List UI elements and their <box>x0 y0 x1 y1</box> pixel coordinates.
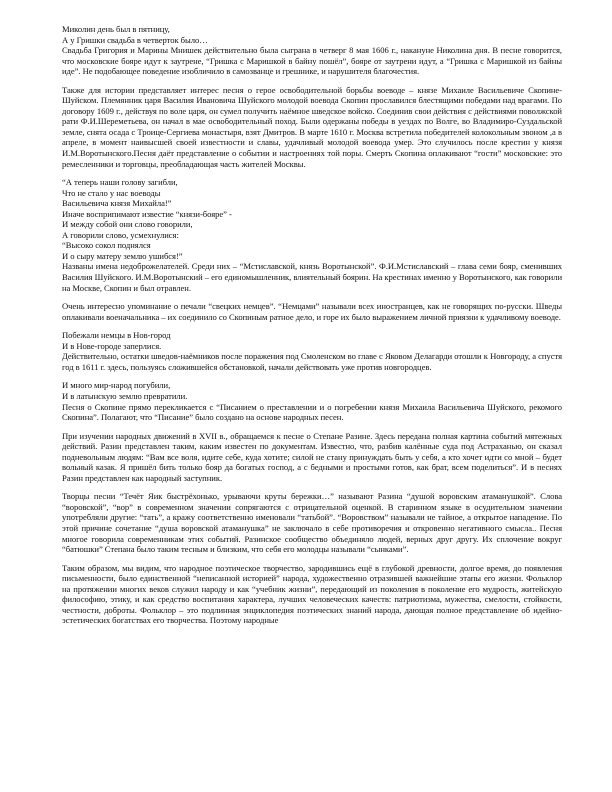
verse-line: И много мир-народ погубили, <box>62 380 171 391</box>
paragraph: Названы имена недоброжелателей. Среди них – “Мстиславской, князь Воротынской”. Ф.И.Мстиславский – глава семи бояр, сменивших Василия Шуйского. И.М.Воротынский – его единомышленник, влиятельный боярин. На крестинах именно у Воротынского, как говорили на Москве, Скопин и был отравлен. <box>62 261 562 293</box>
paragraph: При изучении народных движений в XVII в., обращаемся к песне о Степане Разине. Здесь передана полная картина событий мятежных действий. Разин представлен таким, каким известен по документам. Известно, что, разбив калённые суда под Астраханью, он сказал подневольным людям: “Вам все воля, идите себе, куда хотите; силой не стану принуждать быть у себя, а кто хочет идти со мной – будет вольный казак. Я пришёл бить только бояр да богатых господ, а с бедными и простыми готов, как брат, всем поделиться”. И в песнях Разин представлен как народный заступник. <box>62 430 562 483</box>
verse-line: Иначе восприпимают известие “князи-бояре” - <box>62 208 232 219</box>
text-block <box>62 24 562 77</box>
paragraph: Очень интересно упоминание о печали “свецких немцев”. “Немцами” называли всех иностранцев, как не говорящих по-русски. Шведы оплакивали военачальника – их соединило со Скопиным ратное дело, и горе их было выражением личной приязни к удачливому воеводе. <box>62 301 562 322</box>
text-block <box>62 380 562 422</box>
document-page <box>62 24 562 634</box>
text-block <box>62 563 562 626</box>
verse-line: А говорили слово, усмехнулися: <box>62 229 179 240</box>
verse-line: И о сыру матеру землю ушибся!” <box>62 250 183 261</box>
verse-line: Васильевича князя Михайла!” <box>62 198 172 209</box>
paragraph: Свадьба Григория и Марины Мнишек действительно была сыграна в четверг 8 мая 1606 г., накануне Николина дня. В песне говорится, что московские бояре идут к заутрене, “Гришка с Маришкой в байну пошёл”, бояре от заутрени идут, а “Гришка с Маришкой из байны иде”. Не подобающее поведение изобличило в самозванце и грешнике, и нарушителя благочестия. <box>62 45 562 77</box>
text-block <box>62 85 562 169</box>
text-block <box>62 431 562 484</box>
verse-line: Что не стало у нас воеводы <box>62 187 161 198</box>
text-block <box>62 301 562 322</box>
verse-line: “А теперь наши голову загибли, <box>62 177 178 188</box>
verse-line: И в латынскую землю превратили. <box>62 390 188 401</box>
verse-line: Побежали немцы в Нов-город <box>62 330 171 341</box>
verse-line: И в Нове-городе заперлися. <box>62 340 162 351</box>
paragraph: Творцы песни “Течёт Яик быстрёхонько, урываючи круты бережки…” называют Разина “душой воровским атаманушкой”. Слова “воровской”, “вор” в современном значении сопрягаются с отрицательной оценкой. В старинном языке в осудительном значении употребляли другие: “тать”, а кражу соответственно именовали “татьбой”. “Воровством” называли не тайное, а открытое нападение. По этой причине сочетание “душа воровской атаманушка” не заключало в себе противоречия и откровенно негативного смысла.. Песня многое говорила современникам этих событий. Разинское сообщество объединяло людей, верных друг другу. Их сплочение вокруг “батюшки” Степана было таким тесным и близким, что себя его молодцы называли “сынками”. <box>62 491 562 555</box>
verse-line: А у Гришки свадьба в четверток было… <box>62 34 208 45</box>
paragraph: Таким образом, мы видим, что народное поэтическое творчество, зародившись ещё в глубокой древности, долгое время, до появления письменности, было единственной “неписанной историей” народа, художественно отразившей важнейшие этапы его жизни. Фольклор на протяжении многих веков служил народу и как “учебник жизни”, передающий из поколения в поколение его мудрость, житейскую философию, этику, и как средство воспитания характера, лучших человеческих качеств: патриотизма, мужества, смелости, стойкости, честности, доброты. Фольклор – это подлинная энциклопедия поэтических знаний народа, дающая полное представление об идейно-эстетических богатствах его творчества. Поэтому народные <box>62 562 562 626</box>
text-block <box>62 491 562 554</box>
verse-line: Миколин день был в пятницу, <box>62 24 170 34</box>
paragraph: Также для истории представляет интерес песня о герое освободительной борьбы воеводе – князе Михаиле Васильевиче Скопине-Шуйском. Племянник царя Василия Ивановича Шуйского молодой воевода Скопин прославился блестящими победами над врагами. По договору 1609 г., действуя по воле царя, он сумел получить наёмное шведское войско. Соединив свои действия с действиями поволжской рати Ф.И.Шереметьева, он начал в мае освободительный поход. Были одержаны победы в уездах по Волге, во Владимиро-Суздальской земле, снята осада с Троице-Сергиева монастыря, взят Дмитров. В марте 1610 г. Москва встретила победителей колокольным звоном ,а в апреле, в момент наивысшей своей известности и славы, удачливый молодой воевода умер. Это случилось после крестин у князя И.М.Воротынского.Песня даёт представление о событии и настроениях той поры. Смерть Скопина оплакивают “гости” московские: это ремесленники и торговцы, преобладающая часть жителей Москвы. <box>62 84 562 169</box>
verse-line: “Высоко сокол поднялся <box>62 240 151 251</box>
paragraph: Действительно, остатки шведов-наёмников после поражения под Смоленском во главе с Яковом Делагарди отошли к Новгороду, а спустя год в 1611 г. здесь, пользуясь сложившейся обстановкой, начали действовать уже против новгородцев. <box>62 351 562 372</box>
text-block <box>62 177 562 293</box>
paragraph: Песня о Скопине прямо перекликается с “Писанием о преставлении и о погребении князя Михаила Васильевича Шуйского, рекомого Скопина”. Полагают, что “Писание” было создано на основе народных песен. <box>62 401 562 423</box>
verse-line: И между собой они слово говорили, <box>62 219 193 230</box>
text-block <box>62 330 562 372</box>
